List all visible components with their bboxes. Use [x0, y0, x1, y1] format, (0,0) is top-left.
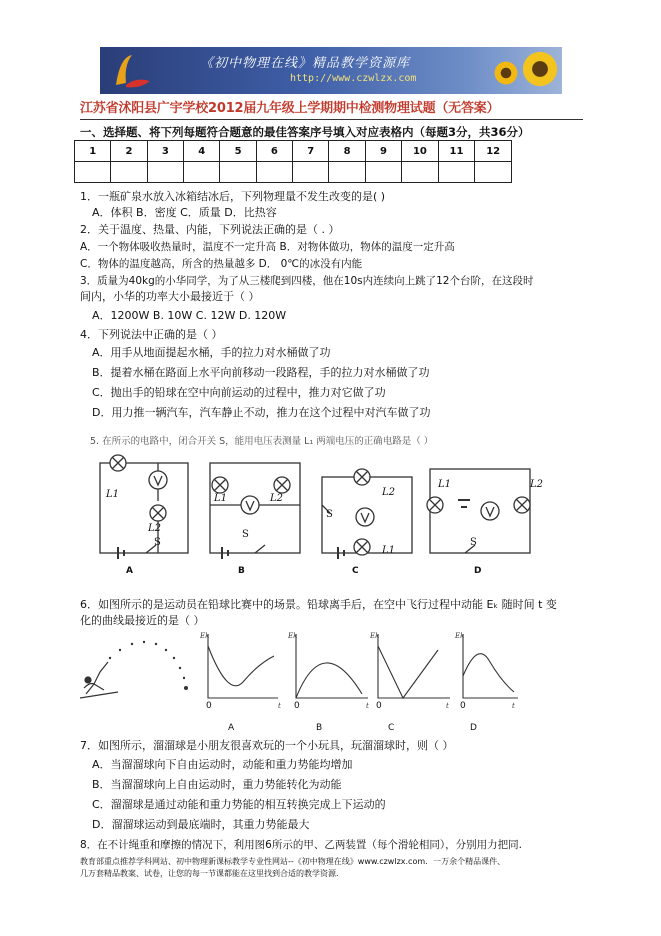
question-1-options: A．体积 B．密度 C．质量 D．比热容 [92, 206, 277, 219]
question-6-graphs-figure [78, 632, 518, 740]
section-heading: 一、选择题、将下列每题符合题意的最佳答案序号填入对应表格内（每题3分，共36分） [80, 125, 530, 139]
circuit-label-b: B [238, 566, 245, 576]
y-axis-label: Ek [455, 632, 465, 640]
question-7-option-c: C．溜溜球是通过动能和重力势能的相互转换完成上下运动的 [92, 798, 386, 811]
answer-cell[interactable] [75, 162, 111, 183]
graph-label-d: D [470, 723, 477, 733]
answer-col-header: 7 [293, 141, 329, 162]
answer-col-header: 3 [147, 141, 183, 162]
answer-cell[interactable] [329, 162, 365, 183]
question-6-stem: 6．如图所示的是运动员在铅球比赛中的场景。铅球离手后，在空中飞行过程中动能 Eₖ 随时间 t 变 [80, 598, 557, 611]
footer-line-2: 几万套精品教案、试卷，让您的每一节课都能在这里找到合适的教学资源． [80, 869, 344, 878]
shot-put-athlete-image [80, 662, 118, 698]
question-7-option-b: B．当溜溜球向上自由运动时，重力势能转化为动能 [92, 778, 342, 791]
document-title: 江苏省沭阳县广宇学校2012届九年级上学期期中检测物理试题（无答案） [80, 101, 500, 116]
graph-c [378, 634, 450, 698]
site-logo-icon [110, 51, 154, 91]
answer-cell[interactable] [184, 162, 220, 183]
circuit-label-a: A [126, 566, 133, 576]
answer-col-header: 1 [75, 141, 111, 162]
y-axis-label: Ek [288, 632, 298, 640]
x-axis-label: t [446, 702, 449, 710]
label-l1: L1 [382, 545, 396, 556]
label-s: S [470, 537, 477, 548]
y-axis-label: Ek [370, 632, 380, 640]
question-7-stem: 7．如图所示，溜溜球是小朋友很喜欢玩的一个小玩具，玩溜溜球时，则（ ） [80, 739, 454, 752]
answer-table-blank-row [75, 162, 512, 183]
question-4-option-d: D．用力推一辆汽车，汽车静止不动，推力在这个过程中对汽车做了功 [92, 406, 431, 419]
label-s: S [326, 509, 333, 520]
answer-cell[interactable] [293, 162, 329, 183]
answer-col-header: 10 [402, 141, 439, 162]
origin-label: 0 [376, 701, 382, 711]
origin-label: 0 [460, 701, 466, 711]
label-l1: L1 [214, 493, 228, 504]
answer-col-header: 2 [111, 141, 147, 162]
sunflower-icon [522, 51, 558, 87]
circuit-b [210, 463, 300, 559]
banner [100, 47, 562, 94]
footer-line-1: 教育部重点推荐学科网站、初中物理新课标教学专业性网站--《初中物理在线》www.czwlzx.com．一万余个精品课件、 [80, 857, 506, 866]
graph-label-b: B [316, 723, 323, 733]
circuit-c [322, 469, 412, 559]
answer-cell[interactable] [402, 162, 439, 183]
origin-label: 0 [294, 701, 300, 711]
answer-cell[interactable] [365, 162, 401, 183]
answer-col-header: 4 [184, 141, 220, 162]
x-axis-label: t [278, 702, 281, 710]
label-l2: L2 [148, 523, 162, 534]
answer-cell[interactable] [220, 162, 256, 183]
question-3-options: A．1200W B. 10W C. 12W D. 120W [92, 309, 287, 322]
x-axis-label: t [366, 702, 369, 710]
circuit-label-c: C [352, 566, 359, 576]
answer-cell[interactable] [147, 162, 183, 183]
answer-cell[interactable] [438, 162, 475, 183]
label-s: S [154, 537, 161, 548]
sunflower-icon [494, 61, 518, 85]
label-l1: L1 [106, 489, 120, 500]
banner-url: http://www.czwlzx.com [290, 73, 417, 84]
question-7-option-d: D．溜溜球运动到最底端时，其重力势能最大 [92, 818, 310, 831]
question-5-stem: 5. 在所示的电路中，闭合开关 S，能用电压表测量 L₁ 两端电压的正确电路是（ ） [90, 436, 434, 447]
label-l2: L2 [382, 487, 396, 498]
label-l2: L2 [530, 479, 544, 490]
question-4-stem: 4．下列说法中正确的是（ ） [80, 328, 223, 341]
question-3-stem-cont: 间内，小华的功率大小最接近于（ ） [80, 290, 260, 303]
question-8-stem: 8．在不计绳重和摩擦的情况下，利用图6所示的甲、乙两装置（每个滑轮相同），分别用力把同. [80, 839, 522, 851]
circuit-a [100, 455, 188, 559]
question-4-option-b: B．提着水桶在路面上水平向前移动一段路程，手的拉力对水桶做了功 [92, 366, 430, 379]
question-4-option-a: A．用手从地面提起水桶，手的拉力对水桶做了功 [92, 346, 331, 359]
answer-cell[interactable] [111, 162, 147, 183]
graph-label-a: A [228, 723, 235, 733]
graph-d [463, 634, 518, 698]
answer-table-header-row [75, 141, 512, 162]
shot-trajectory [109, 641, 188, 690]
origin-label: 0 [206, 701, 212, 711]
answer-col-header: 12 [475, 141, 512, 162]
label-l1: L1 [438, 479, 452, 490]
question-7-option-a: A．当溜溜球向下自由运动时，动能和重力势能均增加 [92, 758, 353, 771]
answer-table [74, 140, 512, 183]
question-2-stem: 2．关于温度、热量、内能，下列说法正确的是（ . ） [80, 223, 340, 236]
answer-col-header: 8 [329, 141, 365, 162]
title-rule [80, 119, 583, 120]
banner-title: 《初中物理在线》精品教学资源库 [200, 56, 411, 71]
question-3-stem: 3．质量为40kg的小华同学，为了从三楼爬到四楼，他在10s内连续向上跳了12个台阶，在这段时 [80, 275, 534, 287]
answer-col-header: 5 [220, 141, 256, 162]
answer-cell[interactable] [256, 162, 292, 183]
circuit-label-d: D [474, 566, 482, 576]
x-axis-label: t [512, 702, 515, 710]
question-6-stem-cont: 化的曲线最接近的是（ ） [80, 614, 205, 627]
question-2-option-ab: A．一个物体吸收热量时，温度不一定升高 B．对物体做功，物体的温度一定升高 [80, 241, 455, 253]
graph-label-c: C [388, 723, 395, 733]
question-2-option-cd: C．物体的温度越高，所含的热量越多 D． 0℃的冰没有内能 [80, 258, 363, 270]
answer-col-header: 11 [438, 141, 475, 162]
graph-a [208, 634, 278, 698]
graph-b [296, 634, 368, 698]
y-axis-label: Ek [200, 632, 210, 640]
question-5-circuits-figure [90, 455, 550, 575]
answer-col-header: 9 [365, 141, 401, 162]
answer-col-header: 6 [256, 141, 292, 162]
question-1-stem: 1．一瓶矿泉水放入冰箱结冰后，下列物理量不发生改变的是( ) [80, 190, 386, 203]
answer-cell[interactable] [475, 162, 512, 183]
label-l2: L2 [270, 493, 284, 504]
question-4-option-c: C．抛出手的铅球在空中向前运动的过程中，推力对它做了功 [92, 386, 386, 399]
label-s: S [242, 529, 249, 540]
